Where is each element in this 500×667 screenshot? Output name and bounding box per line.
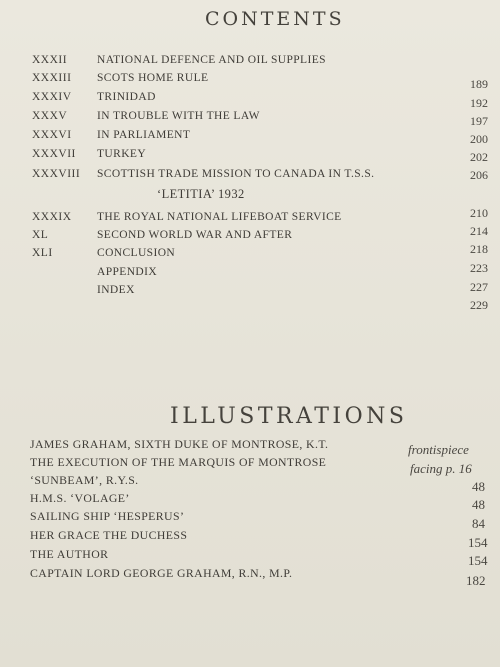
- chapter-number: XXXVII: [32, 148, 76, 160]
- contents-heading: CONTENTS: [205, 8, 345, 30]
- illustrations-heading: ILLUSTRATIONS: [170, 404, 408, 429]
- page-number: 192: [470, 96, 488, 110]
- illustration-title: HER GRACE THE DUCHESS: [30, 528, 188, 542]
- chapter-number: XXXVI: [32, 129, 72, 141]
- page-number: 202: [470, 150, 488, 164]
- page-number: 229: [470, 298, 488, 312]
- page-number: 223: [470, 261, 488, 275]
- page-number: 197: [470, 114, 488, 128]
- page-number: 206: [470, 168, 488, 182]
- chapter-number: XXXIV: [32, 91, 72, 103]
- chapter-title: SCOTTISH TRADE MISSION TO CANADA IN T.S.S.: [97, 168, 375, 180]
- page-number: 218: [470, 242, 488, 256]
- illustration-page: facing p. 16: [410, 461, 472, 476]
- chapter-number: XXXIII: [32, 72, 72, 84]
- chapter-title: APPENDIX: [97, 266, 158, 278]
- chapter-number: XXXV: [32, 110, 68, 122]
- chapter-title: IN PARLIAMENT: [97, 129, 191, 141]
- illustration-page: 154: [468, 535, 488, 550]
- illustration-title: CAPTAIN LORD GEORGE GRAHAM, R.N., M.P.: [30, 566, 293, 580]
- chapter-title: SECOND WORLD WAR AND AFTER: [97, 229, 293, 241]
- chapter-number: XXXII: [32, 54, 68, 66]
- illustration-page: 48: [472, 497, 485, 512]
- chapter-title: TRINIDAD: [97, 91, 156, 103]
- illustration-page: 48: [472, 479, 485, 494]
- chapter-title: CONCLUSION: [97, 247, 176, 259]
- illustration-title: SAILING SHIP ‘HESPERUS’: [30, 509, 185, 523]
- chapter-title: IN TROUBLE WITH THE LAW: [97, 110, 260, 122]
- page-number: 200: [470, 132, 488, 146]
- illustration-title: ‘SUNBEAM’, R.Y.S.: [30, 473, 139, 487]
- illustration-title: THE EXECUTION OF THE MARQUIS OF MONTROSE: [30, 455, 327, 469]
- chapter-number: XL: [32, 229, 49, 241]
- chapter-title: NATIONAL DEFENCE AND OIL SUPPLIES: [97, 54, 326, 66]
- page-number: 189: [470, 77, 488, 91]
- page-number: 210: [470, 206, 488, 220]
- illustration-page: 84: [472, 516, 485, 531]
- page-number: 214: [470, 224, 488, 238]
- chapter-title: THE ROYAL NATIONAL LIFEBOAT SERVICE: [97, 211, 342, 223]
- illustration-page: 182: [466, 573, 486, 588]
- page-number: 227: [470, 280, 488, 294]
- illustration-title: JAMES GRAHAM, SIXTH DUKE OF MONTROSE, K.T.: [30, 437, 329, 451]
- chapter-title: TURKEY: [97, 148, 147, 160]
- chapter-title-continued: ‘LETITIA’ 1932: [157, 187, 245, 201]
- chapter-number: XLI: [32, 247, 53, 259]
- illustration-page: frontispiece: [408, 442, 469, 457]
- chapter-title: INDEX: [97, 284, 135, 296]
- illustration-title: THE AUTHOR: [30, 547, 109, 561]
- chapter-number: XXXIX: [32, 211, 72, 223]
- illustration-title: H.M.S. ‘VOLAGE’: [30, 491, 130, 505]
- chapter-title: SCOTS HOME RULE: [97, 72, 209, 84]
- illustration-page: 154: [468, 553, 488, 568]
- chapter-number: XXXVIII: [32, 168, 81, 180]
